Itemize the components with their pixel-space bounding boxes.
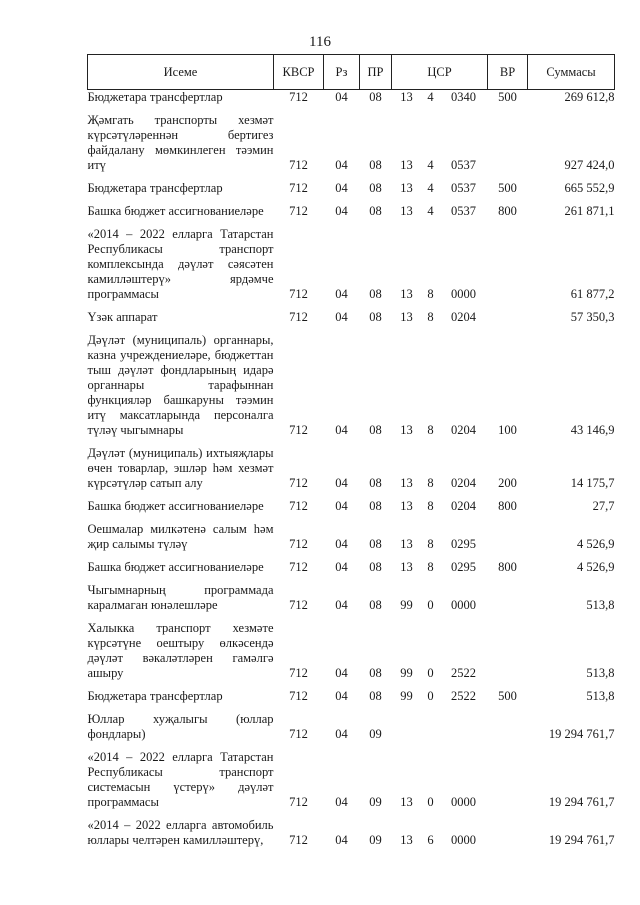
cell-csr-subprogram: 8 [427,560,434,574]
cell-csr-subprogram: 8 [427,287,434,301]
cell-vr [488,712,528,742]
cell-vr [488,227,528,302]
cell-rz: 04 [335,795,348,809]
cell-csr-direction: 0204 [451,423,476,437]
cell-rz: 04 [335,537,348,551]
row-spacer [88,491,615,499]
cell-vr [488,522,528,552]
cell-pr: 08 [369,158,382,172]
cell-pr: 08 [369,423,382,437]
cell-pr: 08 [369,537,382,551]
cell-csr-program: 13 [400,158,413,172]
cell-pr: 08 [369,310,382,324]
cell-name: «2014 – 2022 елларга автомобиль юллары челтәрен камилләштерү, [87,818,274,847]
cell-name: Халыкка транспорт хезмәте күрсәтүне оештыру өлкәсендә дәүләт вәкаләтләрен гамәлгә ашыру [87,621,274,680]
cell-rz: 04 [335,666,348,680]
cell-kvsr: 712 [289,204,308,218]
cell-rz: 04 [335,181,348,195]
cell-csr-program: 13 [400,560,413,574]
cell-sum: 513,8 [586,689,615,703]
cell-vr [488,818,528,848]
table-row [88,621,615,681]
cell-name: Бюджетара трансфертлар [87,689,223,703]
cell-csr-direction: 0537 [451,181,476,195]
row-spacer [88,302,615,310]
table-row [88,181,615,196]
table-row [88,750,615,810]
cell-pr: 08 [369,598,382,612]
header-rz: Рз [324,55,360,90]
cell-sum: 19 294 761,7 [548,833,615,847]
cell-csr-subprogram: 4 [427,181,434,195]
cell-csr-direction: 0000 [451,833,476,847]
header-sum: Суммасы [528,55,615,90]
cell-rz: 04 [335,598,348,612]
cell-csr-direction: 0000 [451,795,476,809]
cell-name: Дәүләт (муниципаль) ихтыяҗлары өчен товарлар, эшләр һәм хезмәт күрсәтүләр сатып алу [87,446,274,490]
cell-csr-program: 99 [400,598,413,612]
cell-pr: 08 [369,689,382,703]
cell-kvsr: 712 [289,181,308,195]
cell-rz: 04 [335,689,348,703]
cell-vr [488,583,528,613]
cell-csr-program: 13 [400,287,413,301]
cell-csr-subprogram: 8 [427,537,434,551]
cell-pr: 08 [369,181,382,195]
cell-sum: 57 350,3 [570,310,615,324]
cell-pr: 09 [369,795,382,809]
cell-rz: 04 [335,310,348,324]
budget-table [87,54,615,848]
cell-pr: 08 [369,476,382,490]
cell-csr-program [392,712,422,742]
cell-rz: 04 [335,204,348,218]
cell-csr-program: 13 [400,90,413,104]
row-spacer [88,325,615,333]
cell-csr-direction: 0000 [451,598,476,612]
cell-rz: 04 [335,423,348,437]
cell-kvsr: 712 [289,287,308,301]
table-row [88,818,615,848]
cell-csr-direction: 0204 [451,499,476,513]
row-spacer [88,552,615,560]
cell-sum: 61 877,2 [570,287,615,301]
cell-kvsr: 712 [289,476,308,490]
cell-csr-program: 13 [400,833,413,847]
table-row [88,522,615,552]
cell-vr: 200 [498,476,517,490]
cell-name: Үзәк аппарат [87,310,158,324]
row-spacer [88,173,615,181]
cell-csr-direction: 0537 [451,158,476,172]
cell-name: Дәүләт (муниципаль) органнары, казна учреждениеләре, бюджеттан тыш дәүләт фондларының идарә органнары тарафыннан функцияләр башкаруны тәэмин итү максатларында персоналга түләү чыгымнары [87,333,274,437]
cell-csr-direction: 2522 [451,666,476,680]
row-spacer [88,105,615,113]
header-pr: ПР [360,55,392,90]
cell-name: «2014 – 2022 елларга Татарстан Республикасы транспорт комплексында дәүләт сәясәтен камилләштерү» ярдәмче программасы [87,227,274,301]
cell-sum: 4 526,9 [577,537,615,551]
cell-pr: 08 [369,499,382,513]
cell-kvsr: 712 [289,727,308,741]
table-row [88,310,615,325]
row-spacer [88,613,615,621]
cell-csr-direction: 0340 [451,90,476,104]
cell-csr-direction: 2522 [451,689,476,703]
cell-csr-subprogram: 8 [427,476,434,490]
cell-name: Башка бюджет ассигнованиеләре [87,499,264,513]
table-body [88,90,615,849]
cell-csr-subprogram: 4 [427,158,434,172]
cell-rz: 04 [335,499,348,513]
cell-kvsr: 712 [289,499,308,513]
cell-vr: 500 [498,689,517,703]
table-row [88,446,615,491]
header-vr: ВР [488,55,528,90]
cell-csr-program: 99 [400,689,413,703]
header-kvsr: КВСР [274,55,324,90]
row-spacer [88,704,615,712]
cell-kvsr: 712 [289,90,308,104]
cell-csr-direction: 0537 [451,204,476,218]
table-header-row [88,55,615,90]
cell-vr: 100 [498,423,517,437]
row-spacer [88,742,615,750]
cell-vr: 800 [498,560,517,574]
cell-kvsr: 712 [289,310,308,324]
cell-csr-direction: 0295 [451,560,476,574]
cell-pr: 08 [369,560,382,574]
cell-sum: 261 871,1 [564,204,615,218]
cell-sum: 19 294 761,7 [548,795,615,809]
cell-vr: 800 [498,499,517,513]
row-spacer [88,575,615,583]
cell-csr-subprogram: 4 [427,90,434,104]
cell-csr-subprogram: 0 [427,598,434,612]
cell-csr-subprogram: 8 [427,499,434,513]
cell-sum: 14 175,7 [570,476,615,490]
cell-name: Җәмгать транспорты хезмәт күрсәтүләреннән бертигез файдалану мөмкинлеген тәэмин итү [87,113,274,172]
cell-pr: 08 [369,666,382,680]
cell-csr-program: 13 [400,537,413,551]
cell-csr-subprogram: 4 [427,204,434,218]
cell-csr-subprogram: 8 [427,310,434,324]
cell-sum: 665 552,9 [564,181,615,195]
cell-name: Оешмалар милкәтенә салым һәм җир салымы түләү [87,522,274,551]
cell-vr [488,113,528,173]
table-row [88,499,615,514]
cell-rz: 04 [335,476,348,490]
cell-kvsr: 712 [289,158,308,172]
cell-kvsr: 712 [289,833,308,847]
cell-csr-subprogram: 8 [427,423,434,437]
row-spacer [88,219,615,227]
header-csr: ЦСР [392,55,488,90]
cell-kvsr: 712 [289,666,308,680]
cell-rz: 04 [335,287,348,301]
cell-rz: 04 [335,560,348,574]
cell-csr-program: 13 [400,423,413,437]
cell-pr: 09 [369,833,382,847]
cell-vr [488,310,528,325]
cell-csr-subprogram: 6 [427,833,434,847]
cell-name: Юллар хуҗалыгы (юллар фондлары) [87,712,274,741]
cell-sum: 4 526,9 [577,560,615,574]
cell-csr-program: 13 [400,795,413,809]
table-row [88,204,615,219]
cell-sum: 27,7 [592,499,615,513]
table-row [88,560,615,575]
cell-csr-direction: 0204 [451,476,476,490]
cell-name: Бюджетара трансфертлар [87,90,223,104]
table-row [88,583,615,613]
cell-csr-program: 99 [400,666,413,680]
cell-kvsr: 712 [289,423,308,437]
cell-sum: 19 294 761,7 [548,727,615,741]
page-number: 116 [309,34,331,50]
cell-vr: 500 [498,90,517,104]
cell-csr-program: 13 [400,181,413,195]
cell-csr-direction: 0000 [451,287,476,301]
cell-csr-subprogram: 0 [427,666,434,680]
header-name: Исеме [88,55,274,90]
cell-kvsr: 712 [289,795,308,809]
cell-name: Башка бюджет ассигнованиеләре [87,204,264,218]
cell-vr: 800 [498,204,517,218]
cell-vr: 500 [498,181,517,195]
cell-rz: 04 [335,90,348,104]
table-row [88,227,615,302]
cell-sum: 513,8 [586,666,615,680]
row-spacer [88,681,615,689]
table-row [88,689,615,704]
cell-rz: 04 [335,158,348,172]
cell-name: Башка бюджет ассигнованиеләре [87,560,264,574]
row-spacer [88,438,615,446]
cell-rz: 04 [335,727,348,741]
cell-pr: 08 [369,90,382,104]
cell-csr-program: 13 [400,476,413,490]
table-row [88,90,615,106]
cell-name: Бюджетара трансфертлар [87,181,223,195]
cell-csr-direction [440,712,488,742]
cell-kvsr: 712 [289,537,308,551]
cell-sum: 269 612,8 [564,90,615,104]
cell-pr: 09 [369,727,382,741]
cell-name: Чыгымнарның программада каралмаган юнәлешләре [87,583,274,612]
cell-vr [488,621,528,681]
cell-csr-program: 13 [400,310,413,324]
cell-sum: 43 146,9 [570,423,615,437]
row-spacer [88,810,615,818]
cell-kvsr: 712 [289,689,308,703]
cell-csr-subprogram [422,712,440,742]
cell-csr-subprogram: 0 [427,689,434,703]
cell-vr [488,750,528,810]
table-row [88,333,615,438]
cell-csr-program: 13 [400,204,413,218]
cell-csr-direction: 0295 [451,537,476,551]
row-spacer [88,514,615,522]
cell-sum: 927 424,0 [564,158,615,172]
cell-name: «2014 – 2022 елларга Татарстан Республикасы транспорт системасын үстерү» дәүләт программасы [87,750,274,809]
cell-kvsr: 712 [289,560,308,574]
row-spacer [88,196,615,204]
table-row [88,712,615,742]
cell-csr-program: 13 [400,499,413,513]
table-row [88,113,615,173]
cell-pr: 08 [369,287,382,301]
cell-pr: 08 [369,204,382,218]
cell-rz: 04 [335,833,348,847]
cell-csr-subprogram: 0 [427,795,434,809]
cell-csr-direction: 0204 [451,310,476,324]
cell-kvsr: 712 [289,598,308,612]
cell-sum: 513,8 [586,598,615,612]
